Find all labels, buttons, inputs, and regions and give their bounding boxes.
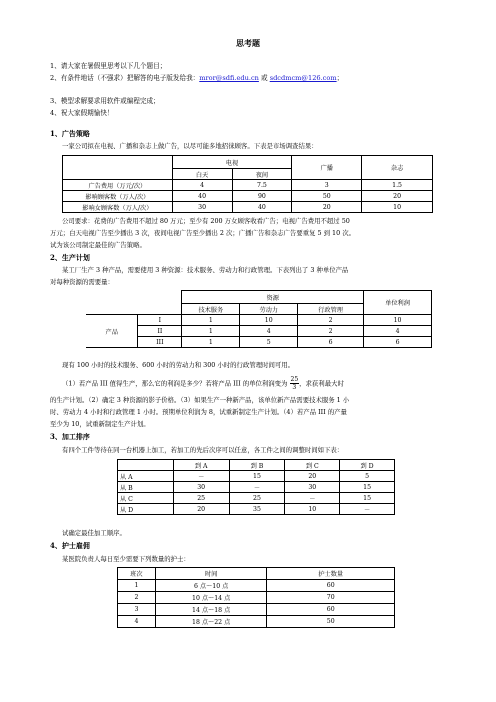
header-radio: 广播 (292, 156, 362, 180)
email-link-2[interactable]: sdcdmcm@126.com (269, 74, 337, 82)
table-row (118, 482, 395, 493)
cell: 15 (229, 471, 285, 482)
table-row (118, 604, 395, 616)
row-label: 从 B (118, 482, 174, 493)
row-label: 从 A (118, 471, 174, 482)
cell: 70 (267, 592, 395, 604)
setup-time-table (117, 459, 395, 515)
cell: 1 (182, 315, 240, 326)
cell: － (229, 482, 285, 493)
header-to-c: 到 C (285, 460, 340, 471)
cell: 4 (118, 616, 156, 628)
cell: 90 (232, 191, 292, 202)
header-resource: 资源 (182, 291, 364, 304)
header-tv: 电视 (172, 156, 292, 169)
cell: 6 (298, 337, 364, 348)
intro-item-2-suffix: ； (336, 74, 344, 82)
row-group-product: 产品 (86, 315, 138, 348)
cell: 7.5 (232, 180, 292, 191)
section-4-lead: 某医院负责人每日至少需要下列数量的护士： (62, 555, 190, 563)
advertising-table (62, 155, 433, 213)
fraction-denominator: 3 (292, 384, 297, 391)
table-row (86, 326, 432, 337)
section-3-heading: 3、加工排序 (50, 432, 90, 441)
cell: 40 (172, 191, 232, 202)
cell: 50 (292, 191, 362, 202)
table-row (63, 202, 433, 213)
cell: 1 (118, 580, 156, 592)
cell: 60 (267, 580, 395, 592)
cell: 2 (298, 315, 364, 326)
row-label: III (138, 337, 182, 348)
cell: 5 (240, 337, 298, 348)
cell: － (173, 471, 229, 482)
cell: 2 (118, 592, 156, 604)
intro-item-3: 3、模型求解要求用软件或编程完成； (50, 97, 160, 105)
cell: 3 (292, 180, 362, 191)
cell: 15 (340, 482, 395, 493)
cell: 20 (362, 191, 433, 202)
cell: 30 (172, 202, 232, 213)
row-label: I (138, 315, 182, 326)
header-unit-profit: 单位利润 (364, 291, 432, 315)
cell: 5 (340, 471, 395, 482)
cell: 30 (285, 482, 340, 493)
section-2-heading: 2、生产计划 (50, 253, 90, 262)
cell: 10 (364, 315, 432, 326)
table-row (118, 592, 395, 604)
cell: － (340, 504, 395, 515)
cell: － (285, 493, 340, 504)
cell: 25 (229, 493, 285, 504)
cell: 25 (173, 493, 229, 504)
nurse-table (117, 567, 395, 628)
header-tech-service: 技术服务 (182, 304, 240, 315)
row-label: 从 C (118, 493, 174, 504)
section-2-question-line-4: 至少为 10，试重新制定生产计划。 (50, 420, 150, 428)
page-title: 思考题 (236, 38, 260, 48)
section-1-text-line-2: 万元；白天电视广告至少播出 3 次，夜间电视广告至少播出 2 次；广播广告和杂志广告要重复 5 到 10 次。 (50, 229, 355, 237)
cell: 2 (298, 326, 364, 337)
table-row (63, 191, 433, 202)
cell: 3 (118, 604, 156, 616)
cell: 40 (232, 202, 292, 213)
header-magazine: 杂志 (362, 156, 433, 180)
cell: 10 点～14 点 (155, 592, 267, 604)
question-text-cont: ，求获利最大时 (299, 379, 344, 388)
intro-item-2 (50, 72, 343, 82)
section-1-lead: 一家公司拟在电视、广播和杂志上做广告，以尽可能多地招徕顾客。下表是市场调查结果： (62, 142, 318, 150)
header-nurse-count: 护士数量 (267, 568, 395, 580)
row-label: 从 D (118, 504, 174, 515)
header-day: 白天 (172, 169, 232, 180)
cell: 20 (173, 504, 229, 515)
section-1-text-line-3: 试为该公司制定最佳的广告策略。 (50, 241, 146, 249)
cell: 35 (229, 504, 285, 515)
cell: 60 (267, 604, 395, 616)
cell: 10 (240, 315, 298, 326)
header-labor: 劳动力 (240, 304, 298, 315)
cell: 4 (240, 326, 298, 337)
row-label: 影响女顾客数（万人/次） (63, 202, 173, 213)
section-2-lead-line-1: 某工厂生产 3 种产品，需要使用 3 种资源：技术服务、劳动力和行政管理。下表列出了 3 种单位产品 (62, 266, 349, 274)
cell: 6 点～10 点 (155, 580, 267, 592)
cell: 50 (267, 616, 395, 628)
cell: 4 (364, 326, 432, 337)
section-2-lead-line-2: 对每种资源的需要量： (50, 278, 114, 286)
production-table (86, 290, 432, 348)
fraction-numerator: 25 (290, 376, 299, 383)
header-to-d: 到 D (340, 460, 395, 471)
intro-or: 或 (258, 74, 270, 82)
table-row (118, 504, 395, 515)
intro-item-4: 4、祝大家假期愉快！ (50, 109, 114, 117)
section-3-lead: 有四个工件等待在同一台机器上加工，若加工的先后次序可以任意，各工件之间的调整时间如下表： (62, 446, 344, 454)
row-label: II (138, 326, 182, 337)
section-2-question-line-1 (62, 376, 344, 391)
section-2-question-line-2: 的生产计划。（2）确定 3 种资源的影子价格。（3）如果生产一种新产品，该单位新产品需要技术服务 1 小 (50, 396, 350, 404)
fraction-25-over-3 (290, 376, 300, 391)
row-label: 影响顾客数（万人/次） (63, 191, 173, 202)
table-row (118, 471, 395, 482)
cell: 30 (173, 482, 229, 493)
cell: 1 (182, 326, 240, 337)
header-time: 时间 (155, 568, 267, 580)
section-1-text-line-1: 公司要求：花费的广告费用不超过 80 万元；至少有 200 万女顾客收看广告；电视广告费用不超过 50 (62, 217, 350, 225)
table-corner (118, 460, 174, 471)
cell: 1.5 (362, 180, 433, 191)
table-row (118, 493, 395, 504)
cell: 15 (340, 493, 395, 504)
header-shift: 班次 (118, 568, 156, 580)
table-row (118, 616, 395, 628)
table-row (86, 337, 432, 348)
cell: 4 (172, 180, 232, 191)
intro-item-2-text: 2、有条件地话（不强求）把解答的电子版发给我： (50, 74, 200, 82)
cell: 10 (362, 202, 433, 213)
cell: 10 (285, 504, 340, 515)
row-label: 广告费用（万元/次） (63, 180, 173, 191)
header-to-a: 到 A (173, 460, 229, 471)
intro-item-1: 1、请大家在暑假里思考以下几个题目； (50, 62, 167, 70)
cell: 1 (182, 337, 240, 348)
section-3-tail: 试确定最佳加工顺序。 (62, 529, 126, 537)
email-link-1[interactable]: mror@sdfi.edu.cn (199, 74, 259, 82)
cell: 20 (292, 202, 362, 213)
section-1-heading: 1、广告策略 (50, 129, 90, 138)
header-to-b: 到 B (229, 460, 285, 471)
header-admin: 行政管理 (298, 304, 364, 315)
header-night: 夜间 (232, 169, 292, 180)
question-text: （1）若产品 III 值得生产，那么它的利润是多少？若将产品 III 的单位利润变为 (62, 379, 288, 388)
section-4-heading: 4、护士雇佣 (50, 541, 90, 550)
cell: 20 (285, 471, 340, 482)
table-row (118, 580, 395, 592)
cell: 18 点～22 点 (155, 616, 267, 628)
table-corner (86, 291, 182, 315)
cell: 6 (364, 337, 432, 348)
cell: 14 点～18 点 (155, 604, 267, 616)
section-2-question-line-3: 时、劳动力 4 小时和行政管理 1 小时。预期单位利润为 8，试重新制定生产计划。（4）若产品 III 的产量 (50, 408, 347, 416)
table-row (86, 315, 432, 326)
section-2-availability: 现有 100 小时的技术服务、600 小时的劳动力和 300 小时的行政管理时间可用。 (62, 361, 295, 369)
table-row (63, 180, 433, 191)
table-corner (63, 156, 173, 180)
